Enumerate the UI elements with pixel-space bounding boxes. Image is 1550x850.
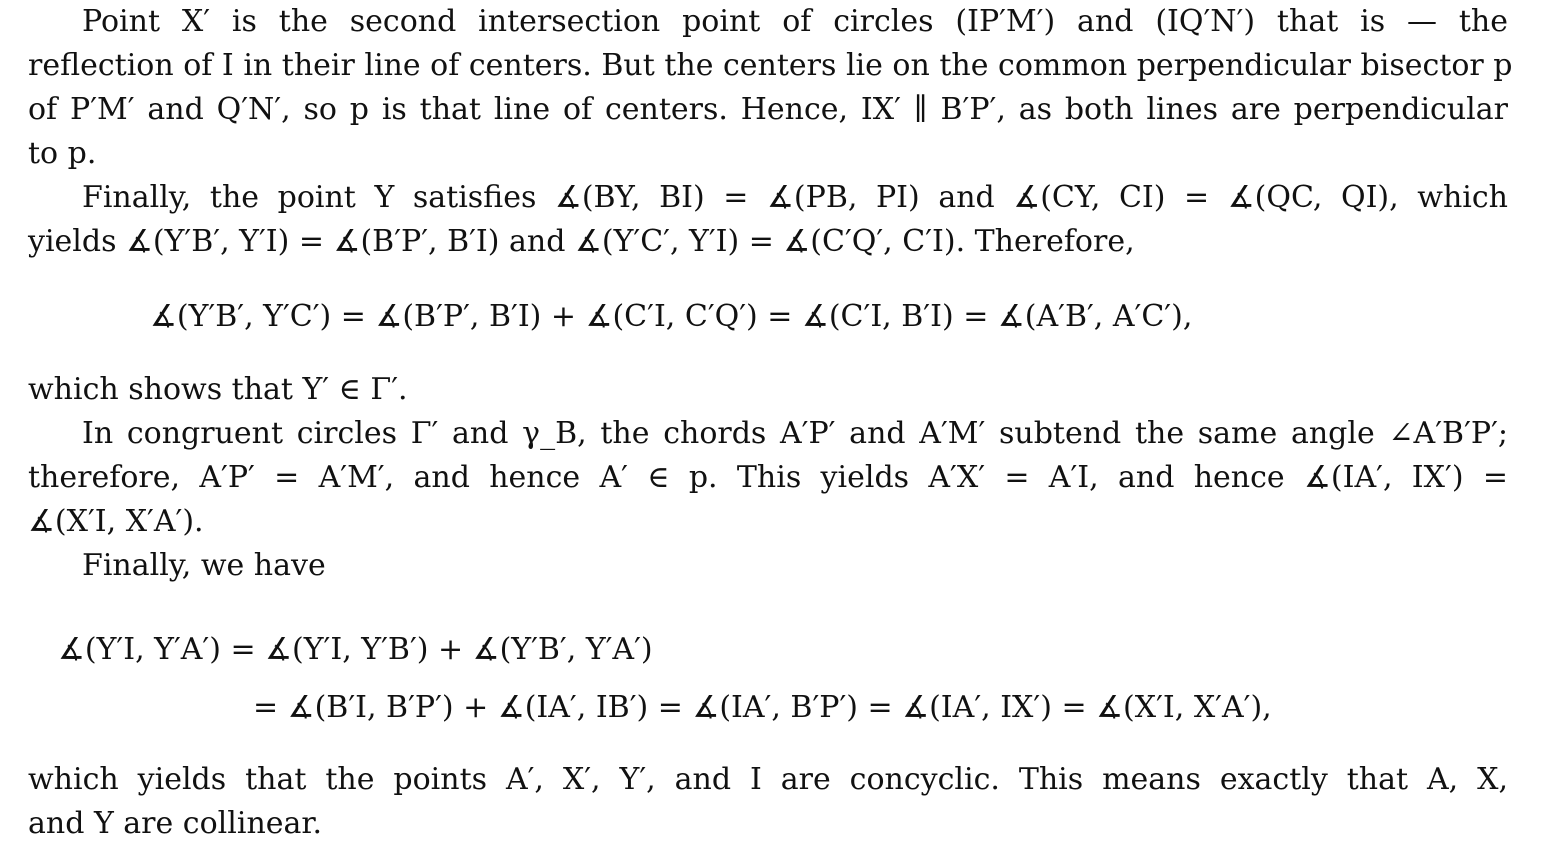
paragraph-line-8: In congruent circles Γ′ and γ_B, the chords A′P′ and A′M′ subtend the same angle ∠A′B′P′; (82, 416, 1508, 451)
paragraph-line-2: reflection of I in their line of centers. But the centers lie on the common perpendicular bisector p (28, 48, 1513, 83)
paragraph-line-7: which shows that Y′ ∈ Γ′. (28, 372, 408, 407)
equation-concyclic-line-1: ∡(Y′I, Y′A′) = ∡(Y′I, Y′B′) + ∡(Y′B′, Y′A′) (58, 632, 653, 667)
equation-concyclic-line-2: = ∡(B′I, B′P′) + ∡(IA′, IB′) = ∡(IA′, B′P′) = ∡(IA′, IX′) = ∡(X′I, X′A′), (253, 690, 1272, 725)
paragraph-line-13: and Y are collinear. (28, 806, 322, 841)
paragraph-line-4: to p. (28, 136, 97, 171)
paragraph-line-5: Finally, the point Y satisfies ∡(BY, BI) = ∡(PB, PI) and ∡(CY, CI) = ∡(QC, QI), which (82, 180, 1508, 215)
paragraph-line-3: of P′M′ and Q′N′, so p is that line of centers. Hence, IX′ ∥ B′P′, as both lines are perpendicular (28, 92, 1508, 127)
paragraph-line-11: Finally, we have (82, 548, 326, 583)
paragraph-line-12: which yields that the points A′, X′, Y′, and I are concyclic. This means exactly that A, X, (28, 762, 1508, 797)
paragraph-line-1: Point X′ is the second intersection point of circles (IP′M′) and (IQ′N′) that is — the (82, 4, 1508, 39)
paragraph-line-6: yields ∡(Y′B′, Y′I) = ∡(B′P′, B′I) and ∡(Y′C′, Y′I) = ∡(C′Q′, C′I). Therefore, (28, 224, 1135, 259)
equation-angle-sum: ∡(Y′B′, Y′C′) = ∡(B′P′, B′I) + ∡(C′I, C′Q′) = ∡(C′I, B′I) = ∡(A′B′, A′C′), (150, 299, 1193, 334)
paragraph-line-10: ∡(X′I, X′A′). (28, 504, 204, 539)
paragraph-line-9: therefore, A′P′ = A′M′, and hence A′ ∈ p. This yields A′X′ = A′I, and hence ∡(IA′, IX′) = (28, 460, 1508, 495)
